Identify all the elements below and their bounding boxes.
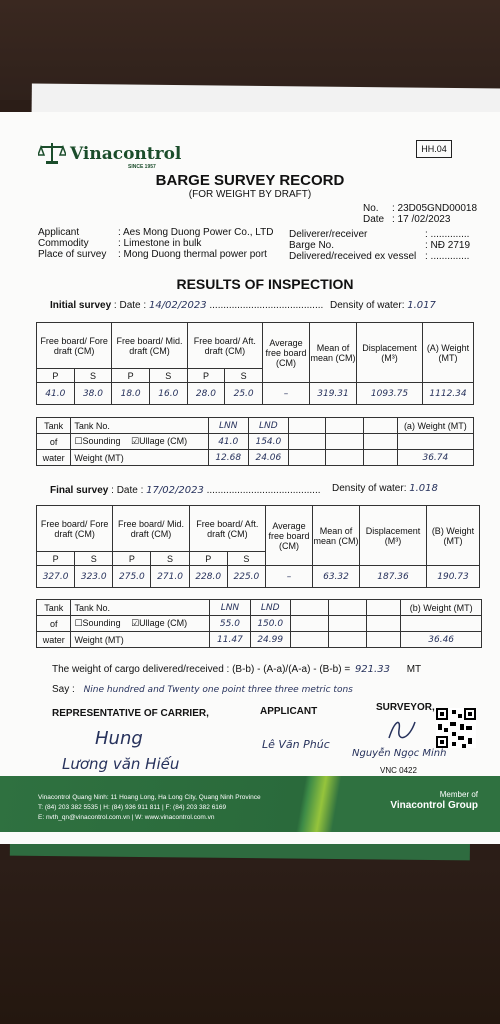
- record-date-label: Date: [363, 214, 385, 225]
- hdr-mid: Free board/ Mid. draft (CM): [112, 323, 187, 369]
- sounding-ullage-cell: [71, 616, 210, 632]
- cargo-formula: The weight of cargo delivered/received : (B-b) - (A-a)/(A-a) - (B-b) =: [52, 664, 351, 675]
- page-title: BARGE SURVEY RECORD: [155, 172, 345, 189]
- hdr-s: S: [74, 369, 112, 383]
- of-label: of: [37, 616, 71, 632]
- mean-value: 63.32: [313, 566, 360, 588]
- say-label: Say :: [52, 684, 75, 695]
- final-density: [332, 483, 438, 494]
- initial-survey-line: [50, 300, 323, 311]
- mean-value: 319.31: [310, 383, 357, 405]
- fore-p-value: 41.0: [37, 383, 75, 405]
- delivered-label: Delivered/received ex vessel: [289, 251, 417, 262]
- place-value: : Mong Duong thermal power port: [118, 249, 267, 260]
- hdr-p: P: [37, 369, 75, 383]
- hdr-weight: (A) Weight (MT): [423, 323, 474, 383]
- tank-weight-label: Weight (MT): [71, 450, 208, 466]
- dotted-filler: .........................................: [206, 485, 321, 496]
- hdr-mean: Mean of mean (CM): [313, 506, 360, 566]
- final-tank-table: [36, 599, 482, 648]
- barge-value: : NĐ 2719: [425, 240, 471, 251]
- applicant-label: Applicant: [38, 227, 80, 238]
- tank-result-b: 36.46: [401, 632, 482, 648]
- tank-result-label: (a) Weight (MT): [397, 418, 473, 434]
- final-date: 17/02/2023: [146, 485, 204, 496]
- initial-density-value: 1.017: [407, 300, 436, 311]
- deliverer-label: Deliverer/receiver: [289, 229, 368, 240]
- fore-p-value: 327.0: [37, 566, 75, 588]
- hdr-fore: Free board/ Fore draft (CM): [37, 506, 113, 552]
- tank-no-label: Tank No.: [71, 600, 210, 616]
- final-density-value: 1.018: [409, 483, 438, 494]
- cargo-formula-line: [52, 664, 421, 675]
- deliverer-value: : ..............: [425, 229, 470, 240]
- initial-density: [330, 300, 436, 311]
- footer-phones: T: (84) 203 382 5535 | H: (84) 936 911 811 | F: (84) 203 382 6169: [38, 804, 227, 811]
- tank-no-label: Tank No.: [71, 418, 208, 434]
- tank-label: Tank: [37, 418, 71, 434]
- tank-col-b: LND: [248, 418, 288, 434]
- hdr-p: P: [37, 552, 75, 566]
- carrier-label: REPRESENTATIVE OF CARRIER,: [52, 708, 209, 719]
- surveyor-label: SURVEYOR,: [376, 702, 435, 713]
- hdr-aft: Free board/ Aft. draft (CM): [187, 323, 262, 369]
- cargo-unit: MT: [406, 664, 422, 675]
- commodity-label: Commodity: [38, 238, 89, 249]
- tank-col-a: LNN: [210, 600, 250, 616]
- aft-s-value: 25.0: [225, 383, 263, 405]
- results-heading: RESULTS OF INSPECTION: [176, 276, 354, 292]
- hdr-aft: Free board/ Aft. draft (CM): [189, 506, 265, 552]
- final-survey-line: [50, 485, 321, 496]
- mid-s-value: 16.0: [149, 383, 187, 405]
- ullage-a: 41.0: [208, 434, 248, 450]
- ullage-checkbox: ☑Ullage (CM): [131, 436, 188, 446]
- applicant-sign-label: APPLICANT: [260, 706, 318, 717]
- initial-tank-table: [36, 417, 474, 466]
- footer-address: Vinacontrol Quang Ninh: 11 Hoang Long, Ha Long City, Quang Ninh Province: [38, 794, 261, 801]
- final-date-prefix: : Date :: [111, 485, 144, 496]
- delivered-value: : ..............: [425, 251, 470, 262]
- hdr-s: S: [225, 369, 263, 383]
- water-label: water: [37, 632, 71, 648]
- page-subtitle: (FOR WEIGHT BY DRAFT): [188, 189, 312, 200]
- hdr-disp: Displacement (M³): [357, 323, 423, 383]
- sounding-checkbox: ☐Sounding: [74, 436, 121, 446]
- hdr-avg: Average free board (CM): [263, 323, 310, 383]
- sounding-checkbox: ☐Sounding: [74, 618, 121, 628]
- ullage-checkbox: ☑Ullage (CM): [131, 618, 188, 628]
- tank-col-b: LND: [250, 600, 290, 616]
- final-draft-table: [36, 505, 480, 588]
- dotted-filler: .........................................: [209, 300, 324, 311]
- say-line: [52, 684, 353, 695]
- mid-p-value: 18.0: [112, 383, 150, 405]
- barge-label: Barge No.: [289, 240, 335, 251]
- fore-s-value: 38.0: [74, 383, 112, 405]
- tank-weight-b: 24.99: [250, 632, 290, 648]
- tank-weight-b: 24.06: [248, 450, 288, 466]
- tank-weight-a: 12.68: [208, 450, 248, 466]
- tank-result-a: 36.74: [397, 450, 473, 466]
- table-surface-bottom: [0, 860, 500, 1024]
- initial-draft-table: [36, 322, 474, 405]
- disp-value: 1093.75: [357, 383, 423, 405]
- aft-p-value: 28.0: [187, 383, 225, 405]
- hdr-p: P: [112, 369, 150, 383]
- mid-p-value: 275.0: [113, 566, 151, 588]
- cargo-value: 921.33: [354, 664, 390, 675]
- aft-s-value: 225.0: [227, 566, 265, 588]
- document-code: HH.04: [416, 140, 452, 158]
- company-logo-text: Vinacontrol: [70, 144, 182, 164]
- place-label: Place of survey: [38, 249, 107, 260]
- water-label: water: [37, 450, 71, 466]
- footer-contact: E: nvth_qn@vinacontrol.com.vn | W: www.vinacontrol.com.vn: [38, 814, 215, 821]
- tank-col-a: LNN: [208, 418, 248, 434]
- weight-b-value: 190.73: [427, 566, 480, 588]
- footer-member-of: Member of: [439, 790, 478, 799]
- aft-p-value: 228.0: [189, 566, 227, 588]
- hdr-p: P: [189, 552, 227, 566]
- record-no-value: : 23D05GND00018: [392, 203, 478, 214]
- say-value: Nine hundred and Twenty one point three three metric tons: [83, 685, 353, 695]
- carrier-signature-1: Hung: [95, 728, 143, 749]
- initial-date-prefix: : Date :: [113, 300, 147, 311]
- hdr-s: S: [75, 552, 113, 566]
- footer-group: Vinacontrol Group: [390, 800, 478, 811]
- tank-weight-a: 11.47: [210, 632, 250, 648]
- hdr-disp: Displacement (M³): [360, 506, 427, 566]
- hdr-s: S: [151, 552, 189, 566]
- surveyor-signature-mark-icon: [385, 716, 419, 744]
- avg-value: –: [263, 383, 310, 405]
- tank-result-label: (b) Weight (MT): [401, 600, 482, 616]
- surveyor-code: VNC 0422: [380, 766, 417, 775]
- sounding-ullage-cell: [71, 434, 208, 450]
- hdr-avg: Average free board (CM): [266, 506, 313, 566]
- ullage-a: 55.0: [210, 616, 250, 632]
- record-no-label: No.: [363, 203, 379, 214]
- footer-band: [0, 776, 500, 832]
- hdr-weight: (B) Weight (MT): [427, 506, 480, 566]
- disp-value: 187.36: [360, 566, 427, 588]
- commodity-value: : Limestone in bulk: [118, 238, 202, 249]
- surveyor-name: Nguyễn Ngọc Minh: [352, 748, 447, 759]
- hdr-fore: Free board/ Fore draft (CM): [37, 323, 112, 369]
- mid-s-value: 271.0: [151, 566, 189, 588]
- weight-a-value: 1112.34: [423, 383, 474, 405]
- tank-label: Tank: [37, 600, 71, 616]
- final-density-label: Density of water:: [332, 483, 407, 494]
- applicant-signature: Lê Văn Phúc: [262, 738, 330, 751]
- tank-weight-label: Weight (MT): [71, 632, 210, 648]
- hdr-s: S: [227, 552, 265, 566]
- hdr-p: P: [187, 369, 225, 383]
- hdr-mid: Free board/ Mid. draft (CM): [113, 506, 189, 552]
- initial-survey-label: Initial survey: [50, 300, 112, 311]
- ullage-b: 154.0: [248, 434, 288, 450]
- applicant-value: : Aes Mong Duong Power Co., LTD: [118, 227, 274, 238]
- carrier-signature-2: Lương văn Hiếu: [62, 755, 180, 773]
- hdr-s: S: [149, 369, 187, 383]
- initial-date: 14/02/2023: [148, 300, 207, 311]
- final-survey-label: Final survey: [50, 485, 109, 496]
- since-label: SINCE 1957: [128, 164, 156, 170]
- hdr-p: P: [113, 552, 151, 566]
- record-date-value: : 17 /02/2023: [392, 214, 451, 225]
- avg-value: –: [266, 566, 313, 588]
- ullage-b: 150.0: [250, 616, 290, 632]
- hdr-mean: Mean of mean (CM): [310, 323, 357, 383]
- qr-code-icon: [436, 708, 476, 748]
- scale-logo-icon: [38, 141, 66, 165]
- initial-density-label: Density of water:: [330, 300, 405, 311]
- fore-s-value: 323.0: [75, 566, 113, 588]
- of-label: of: [37, 434, 71, 450]
